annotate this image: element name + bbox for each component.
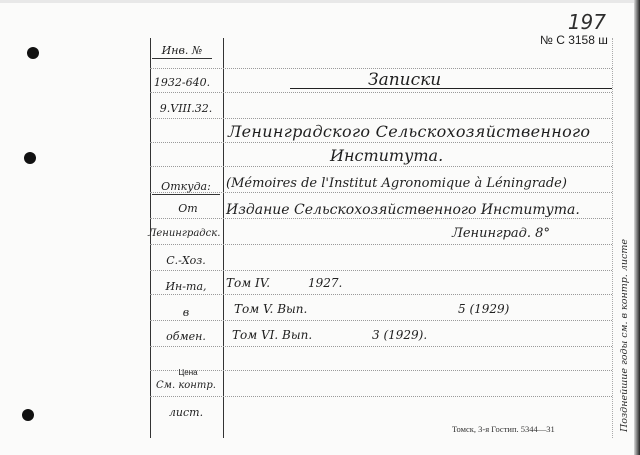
left-column-border-inner [223,38,224,438]
card-stamp-number: 197 [567,10,606,34]
card-top-edge [0,0,640,3]
ruled-line [150,320,612,321]
price-note: лист. [168,406,204,419]
source-line: Ин-та, [165,280,207,293]
punch-hole-middle [24,152,36,164]
price-label: Цена [178,368,198,377]
title-continuation: Ленинградского Сельскохозяйственного [228,122,591,141]
publisher: Издание Сельскохозяйственного Института. [226,202,580,218]
inventory-number: 1932-640. [153,76,211,89]
volume-year: 1927. [308,276,343,290]
source-line: Ленинградск. [148,228,221,239]
ruled-line [150,294,612,295]
ruled-line [150,166,612,167]
inventory-label: Инв. № [152,44,212,59]
vertical-margin-note: Позднейшие годы см. в контр. листе [619,239,630,432]
volume-label: Том IV. [226,276,271,290]
ruled-line [150,142,612,143]
source-line: в [182,306,190,319]
ruled-line [150,218,612,219]
card-right-edge [634,0,640,455]
title-underline [290,88,612,89]
right-margin-rule [612,38,613,438]
ruled-line [150,68,612,69]
source-label: Откуда: [152,180,220,195]
volume-label: Том V. Вып. [234,302,308,316]
source-line: обмен. [166,330,206,343]
printer-imprint: Томск, 3-я Гостип. 5344—31 [452,424,555,434]
ruled-line [150,92,612,93]
source-line: От [178,202,198,215]
punch-hole-bottom [22,409,34,421]
source-line: С.-Хоз. [166,254,206,267]
volume-issue: 5 (1929) [458,302,510,316]
catalog-number: № C 3158 ш [540,33,608,47]
french-title: (Mémoires de l'Institut Agronomique à Léningrade) [226,176,567,191]
ruled-line [150,270,612,271]
price-note: См. контр. [156,380,216,391]
volume-label: Том VI. Вып. [232,328,313,342]
ruled-line [150,346,612,347]
title-continuation: Института. [330,146,444,165]
publication-place: Ленинград. 8° [452,226,550,241]
ruled-line [150,396,612,397]
ruled-line [150,244,612,245]
punch-hole-top [27,47,39,59]
inventory-date: 9.VIII.32. [159,102,213,115]
card-title: Записки [368,70,442,90]
volume-issue: 3 (1929). [372,328,428,342]
ruled-line [150,118,612,119]
